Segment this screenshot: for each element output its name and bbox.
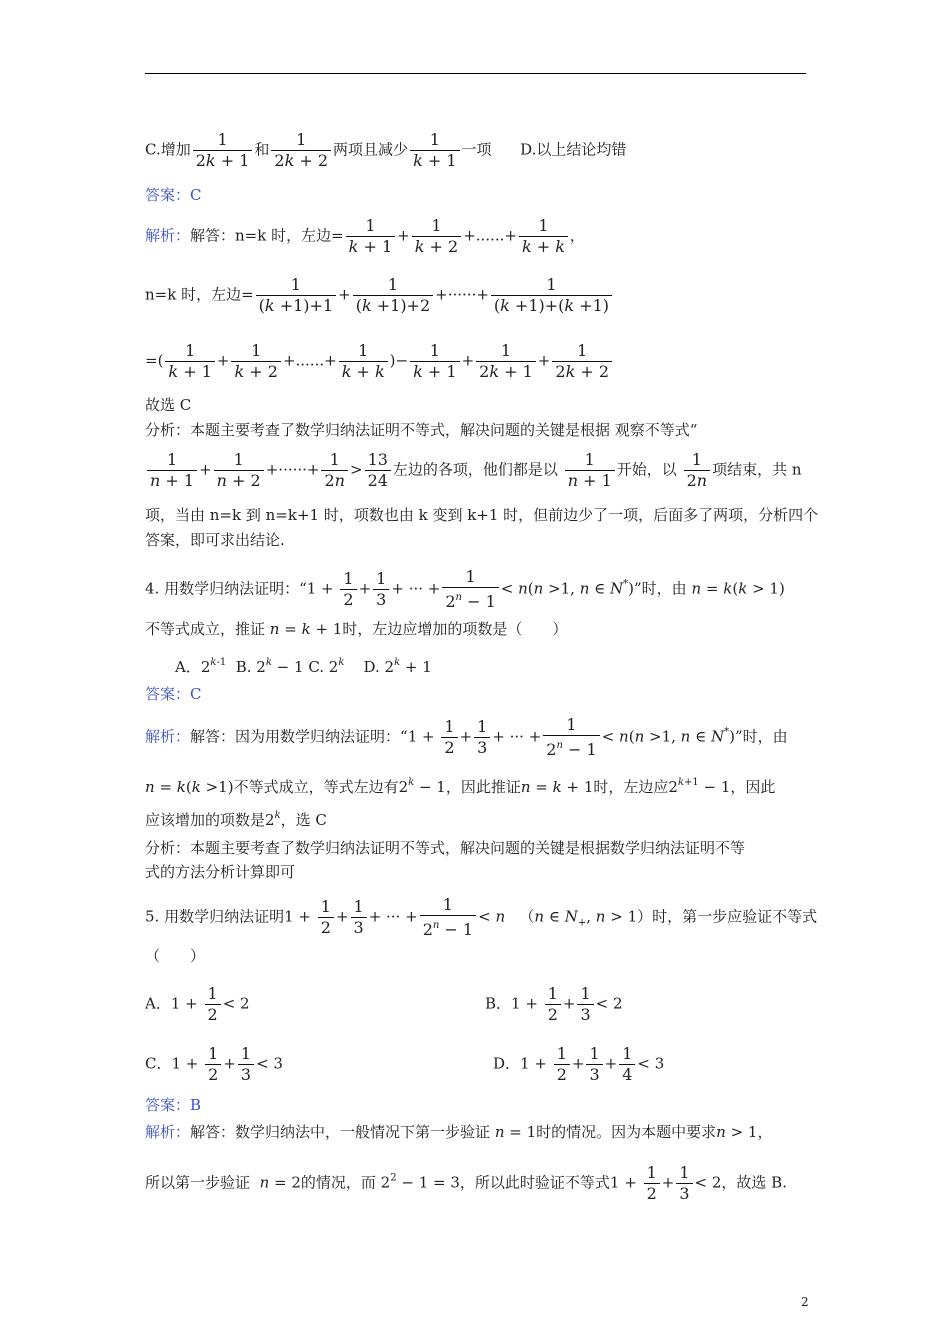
- q3-analysis-3: =( $\frac{1}{k + 1}$ + $\frac{1}{k + 2}$ +......+ $\frac{1}{k + k}$ )− $\frac{1}{k + 1}$ + $\frac{1}{2k + 1}$ + $\frac{1}{2k + 2}$: [145, 341, 614, 382]
- q5-stem-1: 5. 用数学归纳法证明1 + $\frac{1}{2}$ + $\frac{1}{3}$ + ··· + $\frac{1}{2^n - 1}$ < n （n ∈ $N_+$, n > 1）时，第一步应验证不等式: [145, 895, 818, 939]
- q3-analysis-2: n=k 时，左边= $\frac{1}{(k +1)+1}$ + $\frac{1}{(k +1)+2}$ +······+ $\frac{1}{(k +1)+(k +1)}$: [145, 275, 614, 316]
- q3-answer: 答案：C: [145, 186, 202, 204]
- q4-fenxi-2: 式的方法分析计算即可: [145, 863, 296, 881]
- q4-analysis-1: 解析：解答：因为用数学归纳法证明：“1 + $\frac{1}{2}$ + $\frac{1}{3}$ + ··· + $\frac{1}{2^n - 1}$ < n(n >1, n ∈ N*)”时，由: [145, 715, 788, 759]
- q4-stem-1: 4. 用数学归纳法证明：“1 + $\frac{1}{2}$ + $\frac{1}{3}$ + ··· + $\frac{1}{2^n - 1}$ < n(n >1, n ∈ N*)”时，由 n = k(k > 1): [145, 567, 785, 611]
- q3-fenxi-1: 分析：本题主要考查了数学归纳法证明不等式，解决问题的关键是根据 观察不等式“: [145, 421, 698, 439]
- q3-fenxi-2: $\frac{1}{n + 1}$ + $\frac{1}{n + 2}$ +······+ $\frac{1}{2n}$ > $\frac{13}{24}$ 左边的各项，他们都是以 $\frac{1}{n + 1}$ 开始，以 $\frac{1}{2n}$ 项结束，共 n: [145, 450, 802, 491]
- q3-analysis-1: 解析：解答：n=k 时，左边= $\frac{1}{k + 1}$ + $\frac{1}{k + 2}$ +......+ $\frac{1}{k + k}$ ，: [145, 216, 585, 256]
- q4-stem-2: 不等式成立，推证 n = k + 1时，左边应增加的项数是（ ）: [145, 620, 568, 638]
- q5-option-b: B．1 + $\frac{1}{2}$ + $\frac{1}{3}$ < 2: [485, 984, 623, 1024]
- q4-analysis-2: n = k(k >1)不等式成立，等式左边有$2^k - 1$，因此推证n = k + 1时，左边应$2^{k+1} - 1$，因此: [145, 777, 776, 796]
- q5-analysis-1: 解析：解答：数学归纳法中，一般情况下第一步验证 n = 1时的情况。因为本题中要求n > 1，: [145, 1123, 773, 1141]
- q4-answer: 答案：C: [145, 685, 202, 703]
- q5-answer: 答案：B: [145, 1096, 202, 1114]
- q5-analysis-2: 所以第一步验证 n = 2的情况，而 $2^2 - 1 = 3$，所以此时验证不等式1 + $\frac{1}{2}$ + $\frac{1}{3}$ < 2，故选 B.: [145, 1163, 787, 1203]
- q4-analysis-3: 应该增加的项数是2$^k$，选 C: [145, 810, 327, 829]
- q4-fenxi-1: 分析：本题主要考查了数学归纳法证明不等式，解决问题的关键是根据数学归纳法证明不等: [145, 839, 746, 857]
- q3-choose: 故选 C: [145, 396, 192, 414]
- q5-option-a: A．1 + $\frac{1}{2}$ < 2: [145, 984, 250, 1024]
- q5-option-c: C．1 + $\frac{1}{2}$ + $\frac{1}{3}$ < 3: [145, 1044, 283, 1084]
- q5-paren: （ ）: [145, 947, 206, 965]
- q5-option-d: D．1 + $\frac{1}{2}$ + $\frac{1}{3}$ + $\frac{1}{4}$ < 3: [493, 1044, 665, 1084]
- q3-fenxi-3: 项，当由 n=k 到 n=k+1 时，项数也由 k 变到 k+1 时，但前边少了一项，后面多了两项，分析四个: [145, 506, 819, 524]
- q3-fenxi-4: 答案，即可求出结论.: [145, 531, 285, 549]
- page-number: 2: [801, 1295, 809, 1309]
- q3-options: C.增加 $\frac{1}{2k + 1}$ 和 $\frac{1}{2k + 2}$ 两项且减少 $\frac{1}{k + 1}$ 一项 D.以上结论均错: [145, 130, 627, 170]
- header-rule: [145, 73, 806, 74]
- q4-options: A．2$^{k-1}$ B. $2^k - 1$ C. 2$^k$ D. $2^k + 1$: [175, 657, 432, 676]
